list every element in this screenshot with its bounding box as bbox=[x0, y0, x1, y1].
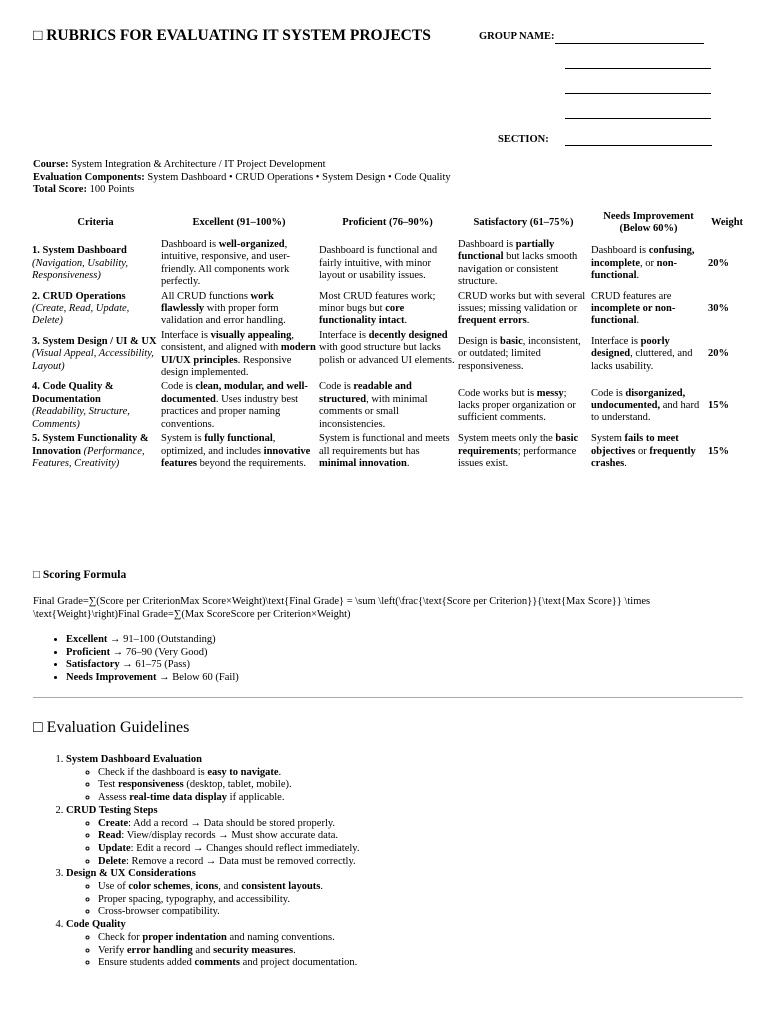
document-title: □ RUBRICS FOR EVALUATING IT SYSTEM PROJECTS bbox=[33, 27, 431, 44]
scoring-formula-text: Final Grade=∑(Score per CriterionMax Score×Weight)\text{Final Grade} = \sum \left(\frac{\text{Score per Criterion}}{\text{Max Score}} \times \text{Weight}\right)Final Grade=∑(Max ScoreScore per Criterion×Weight) bbox=[33, 596, 651, 620]
components-label: Evaluation Components: bbox=[33, 171, 145, 183]
criteria-cell bbox=[31, 329, 160, 381]
list-item: 2. CRUD Testing Steps ◦ Create: Add a record → Data should be stored properly. ◦ Read: View/display records → Must show accurate data. ◦ Update: Edit a record → Changes should reflect immediately. ◦ Delete: Remove a record → Data must be removed correctly. bbox=[66, 805, 746, 869]
needs-improvement-cell: Code is disorganized, undocumented, and hard to understand. bbox=[591, 387, 700, 424]
criteria-subtitle: (Navigation, Usability, Responsiveness) bbox=[32, 257, 128, 282]
list-item: • Satisfactory → 61–75 (Pass) bbox=[66, 659, 466, 672]
criteria-cell bbox=[31, 380, 160, 432]
list-item: ◦ Use of color schemes, icons, and consistent layouts. bbox=[98, 881, 746, 894]
excellent-cell: System is fully functional, optimized, and includes innovative features beyond the requirements. bbox=[161, 433, 311, 469]
criteria-cell bbox=[31, 432, 160, 471]
table-row bbox=[31, 329, 747, 381]
table-row bbox=[31, 290, 747, 329]
horizontal-divider bbox=[33, 697, 743, 698]
list-item: ◦ Update: Edit a record → Changes should reflect immediately. bbox=[98, 843, 746, 856]
needs-improvement-cell: Dashboard is confusing, incomplete, or non-functional. bbox=[591, 245, 695, 282]
criteria-cell bbox=[31, 290, 160, 329]
section-label: SECTION: bbox=[498, 134, 549, 145]
table-row bbox=[31, 432, 747, 471]
table-row bbox=[31, 380, 747, 432]
criteria-title: 5. System Functionality & Innovation bbox=[32, 433, 149, 457]
weight-cell: 30% bbox=[708, 303, 729, 315]
guidelines-list bbox=[33, 754, 746, 970]
list-item: • Excellent → 91–100 (Outstanding) bbox=[66, 634, 466, 647]
group-name-blank bbox=[555, 31, 704, 44]
course-line bbox=[33, 159, 451, 172]
proficient-cell: System is functional and meets all requirements but has minimal innovation. bbox=[319, 433, 450, 469]
proficient-cell: Most CRUD features work; minor bugs but core functionality intact. bbox=[319, 290, 436, 327]
weight-cell: 15% bbox=[708, 400, 729, 412]
proficient-cell: Dashboard is functional and fairly intuitive, with minor layout or usability issues. bbox=[319, 245, 438, 282]
group-name-line-2 bbox=[565, 68, 711, 69]
list-item: ◦ Assess real-time data display if applicable. bbox=[98, 792, 746, 805]
excellent-cell: Code is clean, modular, and well-documented. Uses industry best practices and proper naming conventions. bbox=[161, 381, 308, 430]
needs-improvement-cell: System fails to meet objectives or frequently crashes. bbox=[591, 433, 696, 469]
rubric-table bbox=[31, 208, 747, 471]
list-item: ◦ Check if the dashboard is easy to navigate. bbox=[98, 767, 746, 780]
criteria-subtitle: (Create, Read, Update, Delete) bbox=[32, 303, 130, 327]
excellent-cell: Interface is visually appealing, consistent, and aligned with modern UI/UX principles. Responsive design implemented. bbox=[161, 329, 316, 379]
list-item: ◦ Ensure students added comments and project documentation. bbox=[98, 957, 746, 970]
group-name-line-4 bbox=[565, 118, 711, 119]
criteria-title: 4. Code Quality & Documentation bbox=[32, 381, 114, 405]
needs-improvement-cell: CRUD features are incomplete or non-functional. bbox=[591, 290, 676, 327]
excellent-cell: All CRUD functions work flawlessly with proper form validation and error handling. bbox=[161, 290, 286, 327]
criteria-title: 3. System Design / UI & UX bbox=[32, 336, 157, 348]
list-item: 4. Code Quality ◦ Check for proper indentation and naming conventions. ◦ Verify error handling and security measures. ◦ Ensure students added comments and project documentation. bbox=[66, 919, 746, 970]
excellent-cell: Dashboard is well-organized, intuitive, responsive, and user-friendly. All components work perfectly. bbox=[161, 239, 290, 288]
list-item: ◦ Create: Add a record → Data should be stored properly. bbox=[98, 818, 746, 831]
score-line bbox=[33, 184, 451, 197]
score-value: 100 Points bbox=[86, 184, 135, 195]
list-item: ◦ Verify error handling and security measures. bbox=[98, 945, 746, 958]
criteria-cell bbox=[31, 238, 160, 290]
group-name-field bbox=[479, 31, 704, 44]
proficient-cell: Interface is decently designed with good structure but lacks polish or advanced UI elements. bbox=[319, 329, 455, 366]
header-proficient: Proficient (76–90%) bbox=[342, 217, 433, 228]
satisfactory-cell: CRUD works but with several issues; missing validation or frequent errors. bbox=[458, 290, 586, 327]
section-blank bbox=[565, 145, 712, 146]
satisfactory-cell: System meets only the basic requirements; performance issues exist. bbox=[458, 433, 579, 469]
list-item: ◦ Test responsiveness (desktop, tablet, mobile). bbox=[98, 779, 746, 792]
list-item: ◦ Read: View/display records → Must show accurate data. bbox=[98, 830, 746, 843]
group-name-label: GROUP NAME: bbox=[479, 31, 555, 42]
scoring-formula-heading: □ Scoring Formula bbox=[33, 569, 127, 581]
evaluation-guidelines-heading: □ Evaluation Guidelines bbox=[33, 719, 190, 736]
list-item: • Needs Improvement → Below 60 (Fail) bbox=[66, 672, 466, 685]
grade-scale-list bbox=[33, 634, 466, 684]
criteria-title: 2. CRUD Operations bbox=[32, 290, 126, 302]
proficient-cell: Code is readable and structured, with minimal comments or small inconsistencies. bbox=[319, 381, 428, 430]
course-value: System Integration & Architecture / IT Project Development bbox=[68, 159, 326, 170]
table-row bbox=[31, 238, 747, 290]
course-info bbox=[33, 159, 451, 197]
criteria-subtitle: (Visual Appeal, Accessibility, Layout) bbox=[32, 348, 154, 372]
criteria-subtitle: (Performance, Features, Creativity) bbox=[32, 445, 145, 469]
satisfactory-cell: Design is basic, inconsistent, or outdated; limited responsiveness. bbox=[458, 336, 581, 372]
components-line bbox=[33, 172, 451, 185]
satisfactory-cell: Dashboard is partially functional but lacks smooth navigation or consistent structure. bbox=[458, 239, 578, 288]
criteria-title: 1. System Dashboard bbox=[32, 245, 127, 257]
satisfactory-cell: Code works but is messy; lacks proper organization or sufficient comments. bbox=[458, 387, 576, 424]
weight-cell: 15% bbox=[708, 445, 729, 457]
list-item: ◦ Delete: Remove a record → Data must be removed correctly. bbox=[98, 856, 746, 869]
header-criteria: Criteria bbox=[77, 217, 114, 228]
header-needs-improvement: Needs Improvement (Below 60%) bbox=[603, 211, 694, 234]
header-excellent: Excellent (91–100%) bbox=[192, 217, 286, 228]
list-item: 3. Design & UX Considerations ◦ Use of color schemes, icons, and consistent layouts. ◦ Proper spacing, typography, and accessibility. ◦ Cross-browser compatibility. bbox=[66, 868, 746, 919]
group-name-line-3 bbox=[565, 93, 711, 94]
header-satisfactory: Satisfactory (61–75%) bbox=[473, 217, 574, 228]
course-label: Course: bbox=[33, 159, 69, 170]
criteria-subtitle: (Readability, Structure, Comments) bbox=[32, 406, 130, 430]
header-weight: Weight bbox=[710, 217, 744, 228]
needs-improvement-cell: Interface is poorly designed, cluttered, and lacks usability. bbox=[591, 336, 693, 372]
list-item: ◦ Proper spacing, typography, and accessibility. bbox=[98, 894, 746, 907]
list-item: • Proficient → 76–90 (Very Good) bbox=[66, 647, 466, 660]
score-label: Total Score: bbox=[33, 184, 87, 195]
weight-cell: 20% bbox=[708, 257, 729, 269]
list-item: ◦ Check for proper indentation and naming conventions. bbox=[98, 932, 746, 945]
components-value: System Dashboard • CRUD Operations • System Design • Code Quality bbox=[144, 171, 451, 183]
table-header-row bbox=[31, 208, 747, 238]
weight-cell: 20% bbox=[708, 348, 729, 360]
list-item: 1. System Dashboard Evaluation ◦ Check if the dashboard is easy to navigate. ◦ Test responsiveness (desktop, tablet, mobile). ◦ Assess real-time data display if applicable. bbox=[66, 754, 746, 805]
list-item: ◦ Cross-browser compatibility. bbox=[98, 906, 746, 919]
